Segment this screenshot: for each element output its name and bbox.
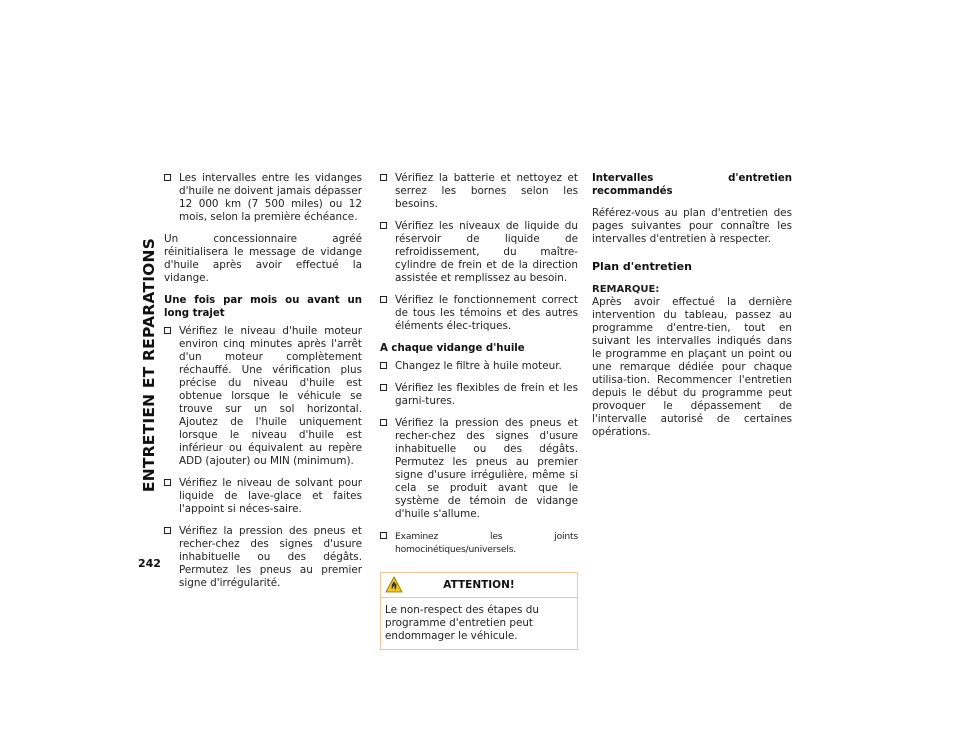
subheading: Une fois par mois ou avant un long trajet [164, 295, 362, 319]
subheading: Intervalles d'entretien recommandés [592, 173, 792, 197]
subheading: A chaque vidange d'huile [380, 343, 525, 354]
note-label: REMARQUE: [592, 284, 660, 295]
bullet-item [380, 172, 578, 211]
bullet-text: Vérifiez le niveau de solvant pour liquide de lave-glace et faites l'appoint si néces-saire. [179, 477, 362, 515]
bullet-text: Examinez les joints homocinétiques/universels. [395, 531, 578, 555]
bullet-text: Vérifiez la pression des pneus et recher-chez des signes d'usure inhabituelle ou des dégâts. Permutez les pneus au premier signe d'irrégularité. [179, 525, 362, 589]
checkbox-bullet-icon [380, 174, 387, 181]
checkbox-bullet-icon [380, 384, 387, 391]
checkbox-bullet-icon [164, 327, 171, 334]
bullet-item [164, 477, 362, 516]
note-body: Après avoir effectué la dernière intervention du tableau, passez au programme d'entre-tien, tout en suivant les intervalles indiqués dans le programme en plaçant un point ou une remarque dédiée pour chaque utilisa-tion. Recommencer l'entretien depuis le début du programme peut provoquer le dépassement de l'intervalle autorisé de certaines opérations. [592, 296, 792, 438]
checkbox-bullet-icon [380, 419, 387, 426]
bullet-item [380, 220, 578, 285]
bullet-text: Vérifiez la batterie et nettoyez et serrez les bornes selon les besoins. [395, 172, 578, 210]
warning-hand-icon [385, 576, 403, 593]
bullet-item [380, 382, 578, 408]
attention-box [380, 572, 578, 650]
column-2 [380, 172, 578, 650]
attention-body: Le non-respect des étapes du programme d'entretien peut endommager le véhicule. [385, 604, 539, 642]
checkbox-bullet-icon [164, 174, 171, 181]
column-1 [164, 172, 362, 599]
bullet-item [380, 360, 578, 373]
checkbox-bullet-icon [164, 527, 171, 534]
paragraph: Référez-vous au plan d'entretien des pages suivantes pour connaître les intervalles d'entretien à respecter. [592, 207, 792, 245]
column-3 [592, 172, 792, 448]
attention-header [381, 573, 577, 598]
bullet-text: Les intervalles entre les vidanges d'huile ne doivent jamais dépasser 12 000 km (7 500 miles) ou 12 mois, selon la première échéance. [179, 172, 362, 223]
bullet-item [164, 172, 362, 224]
checkbox-bullet-icon [380, 532, 387, 539]
bullet-text: Vérifiez les niveaux de liquide du réservoir de liquide de refroidissement, du maître-cylindre de frein et de la direction assistée et remplissez au besoin. [395, 220, 578, 284]
checkbox-bullet-icon [164, 479, 171, 486]
bullet-text: Vérifiez les flexibles de frein et les garni-tures. [395, 382, 578, 407]
bullet-item [380, 530, 578, 556]
bullet-text: Vérifiez la pression des pneus et recher-chez des signes d'usure inhabituelle ou des dégâts. Permutez les pneus au premier signe d'usure irrégulière, même si cela se produit avant que le système de témoin de vidange d'huile s'allume. [395, 417, 578, 520]
checkbox-bullet-icon [380, 362, 387, 369]
bullet-item [164, 325, 362, 468]
bullet-text: Vérifiez le niveau d'huile moteur environ cinq minutes après l'arrêt d'un moteur complètement réchauffé. Une vérification plus précise du niveau d'huile est obtenue lorsque le véhicule se trouve sur un sol horizontal. Ajoutez de l'huile uniquement lorsque le niveau d'huile est inférieur ou équivalent au repère ADD (ajouter) ou MIN (minimum). [179, 325, 362, 467]
bullet-item [380, 294, 578, 333]
checkbox-bullet-icon [380, 296, 387, 303]
attention-title: ATTENTION! [443, 578, 515, 591]
bullet-item [380, 417, 578, 521]
paragraph: Un concessionnaire agréé réinitialisera le message de vidange d'huile après avoir effectué la vidange. [164, 233, 362, 284]
bullet-text: Vérifiez le fonctionnement correct de tous les témoins et des autres éléments élec-triques. [395, 294, 578, 332]
checkbox-bullet-icon [380, 222, 387, 229]
section-title: ENTRETIEN ET REPARATIONS [140, 237, 158, 493]
section-title-vertical [138, 170, 160, 560]
page-number: 242 [138, 557, 161, 570]
bullet-text: Changez le filtre à huile moteur. [395, 360, 562, 372]
section-heading: Plan d'entretien [592, 260, 692, 273]
bullet-item [164, 525, 362, 590]
